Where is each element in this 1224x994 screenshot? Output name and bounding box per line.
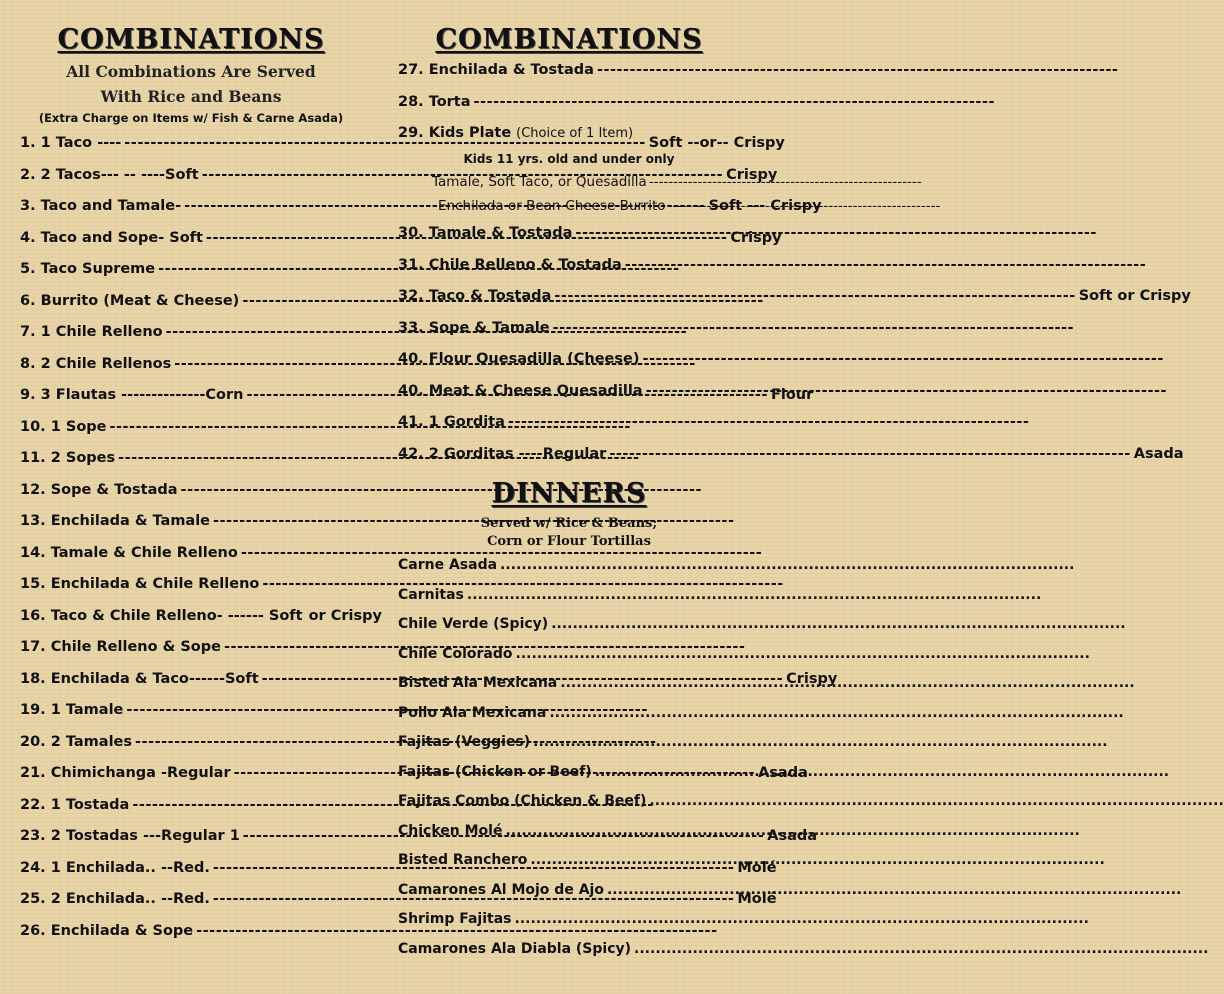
kids-options-2 bbox=[398, 194, 740, 218]
menu-item bbox=[398, 344, 740, 376]
menu-item bbox=[398, 281, 1191, 313]
leader bbox=[642, 344, 1163, 376]
menu-item-name: 1. 1 Taco ---- bbox=[20, 135, 122, 151]
menu-item-option: Molé bbox=[737, 891, 777, 907]
leader bbox=[515, 905, 1089, 935]
menu-item bbox=[20, 475, 362, 507]
menu-item-name: 40. Meat & Cheese Quesadilla bbox=[398, 382, 643, 399]
leader bbox=[634, 935, 1208, 965]
menu-item bbox=[398, 439, 1184, 471]
kids-plate-choice: (Choice of 1 Item) bbox=[516, 126, 634, 141]
menu-item-name: 19. 1 Tamale bbox=[20, 702, 124, 718]
menu-item bbox=[398, 250, 740, 282]
leader bbox=[467, 581, 1041, 611]
leader bbox=[575, 218, 1096, 250]
kids-plate-row bbox=[398, 118, 740, 148]
combination-list-bottom bbox=[398, 218, 1191, 470]
menu-item-name: 10. 1 Sope bbox=[20, 418, 107, 435]
combinations-subtitle-2: With Rice and Beans bbox=[100, 87, 282, 106]
dinner-item bbox=[398, 876, 740, 906]
dinner-item-name: Chile Colorado bbox=[398, 645, 513, 662]
menu-item-option: Soft --- Crispy bbox=[708, 198, 822, 214]
menu-item bbox=[398, 55, 740, 87]
leader bbox=[505, 817, 1079, 847]
combinations-subtitle-1: All Combinations Are Served bbox=[66, 62, 316, 81]
menu-item bbox=[398, 87, 740, 119]
menu-item-name: 32. Taco & Tostada bbox=[398, 288, 552, 304]
combination-list-top bbox=[398, 55, 740, 118]
menu-item-name: 15. Enchilada & Chile Relleno bbox=[20, 576, 260, 592]
leader bbox=[549, 699, 1123, 729]
menu-item-name: 28. Torta bbox=[398, 93, 471, 110]
menu-item-name: 30. Tamale & Tostada bbox=[398, 225, 573, 241]
dinner-item-name: Fajitas (Chicken or Beef) bbox=[398, 763, 592, 780]
dinner-item-name: Fajitas (Veggies) bbox=[398, 734, 531, 750]
menu-item-option: Asada bbox=[758, 765, 808, 781]
menu-item-name: 9. 3 Flautas --------------Corn bbox=[20, 387, 244, 403]
leader bbox=[554, 281, 1075, 313]
dinner-item bbox=[398, 787, 740, 817]
menu-item bbox=[20, 601, 382, 633]
dinner-item-name: Bisted Ranchero bbox=[398, 852, 528, 868]
menu-item-name: 4. Taco and Sope- Soft bbox=[20, 229, 203, 246]
menu-item-name: 21. Chimichanga -Regular bbox=[20, 765, 231, 781]
dinner-item-name: Camarones Ala Diabla (Spicy) bbox=[398, 940, 632, 957]
menu-item-name: 6. Burrito (Meat & Cheese) bbox=[20, 292, 240, 309]
menu-item bbox=[20, 916, 362, 948]
menu-item-name: 24. 1 Enchilada.. --Red. bbox=[20, 859, 210, 876]
menu-item-name: 12. Sope & Tostada bbox=[20, 481, 178, 498]
menu-item bbox=[20, 695, 362, 727]
dinner-item bbox=[398, 905, 740, 935]
leader bbox=[533, 728, 1107, 758]
menu-item bbox=[20, 538, 362, 570]
menu-item-option: Crispy bbox=[730, 229, 782, 246]
menu-item bbox=[20, 254, 362, 286]
dinner-item bbox=[398, 846, 740, 876]
kids-options-1 bbox=[398, 170, 740, 194]
leader bbox=[508, 407, 1029, 439]
extra-charge-note: (Extra Charge on Items w/ Fish & Carne Asada) bbox=[38, 111, 344, 125]
menu-item-name: 41. 1 Gordita bbox=[398, 414, 505, 430]
kids-options-1-text: Tamale, Soft Taco, or Quesadilla bbox=[432, 174, 647, 190]
menu-item bbox=[20, 727, 362, 759]
menu-item bbox=[398, 376, 740, 408]
menu-item-option: Crispy bbox=[726, 166, 778, 183]
combinations-heading: COMBINATIONS bbox=[57, 24, 325, 55]
menu-item-option: Soft --or-- Crispy bbox=[648, 135, 785, 151]
menu-item-name: 13. Enchilada & Tamale bbox=[20, 513, 211, 529]
menu-item bbox=[20, 349, 362, 381]
dinner-item bbox=[398, 551, 740, 581]
dinner-item-name: Chicken Molé bbox=[398, 822, 503, 839]
leader bbox=[607, 876, 1181, 906]
dinner-item-name: Carnitas bbox=[398, 586, 464, 603]
combinations-heading-continued: COMBINATIONS bbox=[435, 24, 703, 55]
dinner-item bbox=[398, 817, 740, 847]
menu-item-name: 17. Chile Relleno & Sope bbox=[20, 639, 221, 655]
dinner-item bbox=[398, 758, 740, 788]
leader bbox=[609, 439, 1130, 471]
leader bbox=[516, 640, 1090, 670]
dinner-item bbox=[398, 935, 740, 965]
menu-item-name: 23. 2 Tostadas ---Regular 1 bbox=[20, 828, 240, 844]
leader bbox=[646, 376, 1167, 408]
leader bbox=[474, 87, 995, 119]
menu-item bbox=[398, 218, 740, 250]
leader bbox=[649, 170, 922, 194]
dinner-item-name: Shrimp Fajitas bbox=[398, 911, 512, 927]
menu-item-option: Flour bbox=[770, 387, 814, 403]
leader bbox=[500, 551, 1074, 581]
menu-item bbox=[398, 407, 740, 439]
dinner-item-name: Fajitas Combo (Chicken & Beef) bbox=[398, 793, 647, 809]
menu-item-option: Asada bbox=[767, 828, 818, 844]
menu-item-option: Asada bbox=[1133, 445, 1184, 462]
dinner-item bbox=[398, 699, 740, 729]
menu-item-option: Molé bbox=[737, 859, 777, 876]
kids-age-note: Kids 11 yrs. old and under only bbox=[463, 152, 675, 166]
dinner-item bbox=[398, 669, 740, 699]
menu-item-option: or Crispy bbox=[308, 607, 382, 624]
leader bbox=[597, 55, 1118, 87]
menu-item bbox=[20, 412, 362, 444]
menu-item-name: 14. Tamale & Chile Relleno bbox=[20, 544, 238, 561]
menu-item-name: 11. 2 Sopes bbox=[20, 450, 116, 466]
menu-item-name: 20. 2 Tamales bbox=[20, 733, 133, 750]
menu-item-name: 18. Enchilada & Taco------Soft bbox=[20, 670, 259, 687]
menu-item-name: 25. 2 Enchilada.. --Red. bbox=[20, 891, 210, 907]
menu-item bbox=[20, 317, 362, 349]
menu-item bbox=[20, 443, 362, 475]
dinner-item-name: Carne Asada bbox=[398, 557, 498, 573]
menu-item-name: 5. Taco Supreme bbox=[20, 261, 156, 277]
dinner-item-name: Pollo Ala Mexicana bbox=[398, 704, 547, 721]
leader bbox=[560, 669, 1134, 699]
dinner-item bbox=[398, 610, 740, 640]
dinner-item bbox=[398, 581, 740, 611]
dinners-heading: DINNERS bbox=[491, 478, 647, 509]
menu-item-name: 16. Taco & Chile Relleno- ------ Soft bbox=[20, 607, 303, 624]
dinner-list bbox=[398, 551, 740, 964]
menu-item bbox=[20, 286, 362, 318]
menu-item bbox=[20, 790, 362, 822]
leader bbox=[595, 758, 1169, 788]
menu-item-option: Crispy bbox=[786, 670, 838, 687]
menu-item-name: 22. 1 Tostada bbox=[20, 796, 130, 813]
kids-options-2-text: Enchilada or Bean-Cheese Burrito bbox=[438, 198, 666, 214]
leader bbox=[649, 787, 1223, 817]
leader bbox=[530, 846, 1104, 876]
dinner-item bbox=[398, 728, 740, 758]
menu-item-name: 27. Enchilada & Tostada bbox=[398, 62, 594, 78]
menu-item-name: 8. 2 Chile Rellenos bbox=[20, 355, 172, 372]
menu-item bbox=[20, 632, 362, 664]
leader bbox=[551, 610, 1125, 640]
menu-item-name: 31. Chile Relleno & Tostada bbox=[398, 256, 622, 273]
dinner-item-name: Camarones Al Mojo de Ajo bbox=[398, 881, 604, 898]
leader bbox=[668, 194, 941, 218]
menu-item-name: 33. Sope & Tamale bbox=[398, 319, 550, 336]
dinners-subtitle-2: Corn or Flour Tortillas bbox=[487, 534, 651, 549]
menu-item-option: Soft or Crispy bbox=[1078, 288, 1191, 304]
dinner-item bbox=[398, 640, 740, 670]
menu-item-name: 3. Taco and Tamale- bbox=[20, 198, 182, 214]
menu-item-name: 42. 2 Gorditas ----Regular bbox=[398, 445, 607, 462]
menu-item bbox=[20, 569, 362, 601]
dinner-item-name: Bisted Ala Mexicana bbox=[398, 675, 558, 691]
menu-item-name: 26. Enchilada & Sope bbox=[20, 922, 194, 939]
menu-item-name: 7. 1 Chile Relleno bbox=[20, 324, 163, 340]
kids-plate-title: 29. Kids Plate bbox=[398, 125, 512, 141]
leader bbox=[625, 250, 1146, 282]
dinner-item-name: Chile Verde (Spicy) bbox=[398, 616, 549, 632]
menu-item-name: 40. Flour Quesadilla (Cheese) bbox=[398, 351, 640, 367]
menu-item-name: 2. 2 Tacos--- -- ----Soft bbox=[20, 166, 199, 183]
leader bbox=[553, 313, 1074, 345]
menu-item bbox=[20, 506, 362, 538]
dinners-subtitle-1: Served w/ Rice & Beans; bbox=[480, 516, 658, 531]
menu-item bbox=[398, 313, 740, 345]
